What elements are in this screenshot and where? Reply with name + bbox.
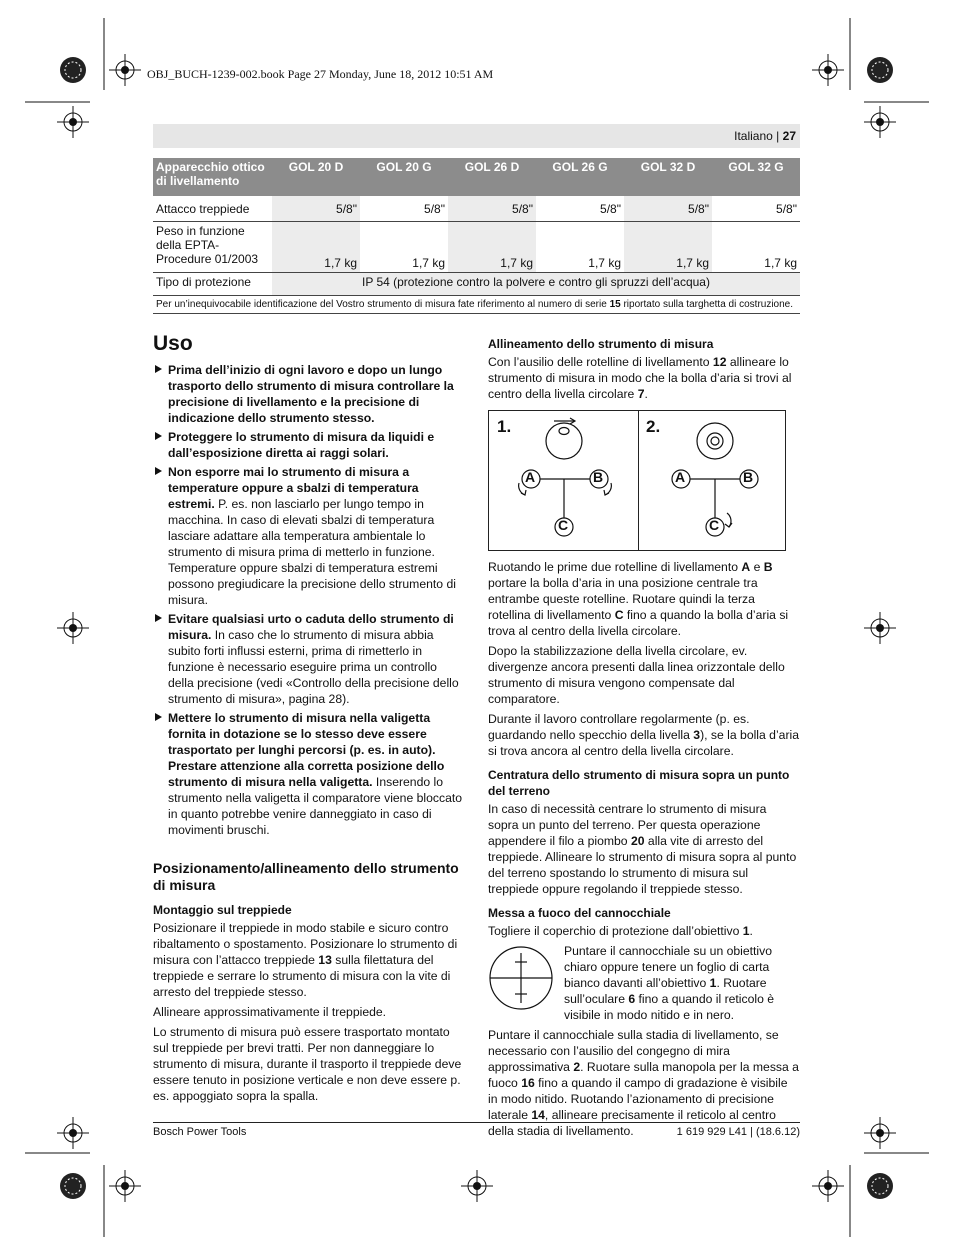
text: fino a quando la bolla d’aria si trova al centro della livella circolare. xyxy=(488,608,789,638)
spec-cell: 1,7 kg xyxy=(448,222,536,273)
ref-letter: A xyxy=(741,560,751,574)
knob-label-c: C xyxy=(558,517,569,533)
spec-note-text: Per un’inequivocabile identificazione del Vostro strumento di misura fate riferimento al numero di serie xyxy=(156,299,610,310)
text: alla vite di arresto del treppiede. Allineare lo strumento di misura sopra al punto del terreno spostando lo strumento di misura sul treppiede oppure regolando il treppiede stesso. xyxy=(488,834,797,896)
bullet-bold: Proteggere lo strumento di misura da liquidi e dall’esposizione diretta ai raggi solari. xyxy=(168,430,435,460)
spec-header-model: GOL 20 G xyxy=(360,158,448,196)
spec-row-label: Tipo di protezione xyxy=(153,273,272,296)
bullet-text: Inserendo lo strumento nella valigetta il comparatore viene bloccato in quanto potrebbe venire danneggiato in caso di movimenti bruschi. xyxy=(168,775,463,837)
text: . xyxy=(644,387,648,401)
paragraph xyxy=(488,354,800,402)
ref-letter: C xyxy=(614,608,624,622)
knob-label-c: C xyxy=(709,517,720,533)
paragraph: Lo strumento di misura può essere trasportato montato sul treppiede per brevi tratti. Per non danneggiare lo strumento di misura, durante il trasporto il treppiede deve essere tenuto in posizione verticale e non deve essere p. es. appoggiato sopra la spalla. xyxy=(153,1025,462,1103)
bullet-bold: Evitare qualsiasi urto o caduta dello strumento di misura. xyxy=(168,612,454,642)
spec-table xyxy=(153,158,800,314)
text: e xyxy=(750,560,764,574)
right-column xyxy=(488,336,800,1143)
spec-cell: 5/8" xyxy=(536,196,624,222)
spec-cell: 5/8" xyxy=(448,196,536,222)
bullet-triangle-icon xyxy=(155,467,162,475)
section-title-uso: Uso xyxy=(153,332,193,355)
knob-label-a: A xyxy=(525,469,536,485)
footer-rule xyxy=(153,1122,800,1123)
spec-header-model: GOL 26 D xyxy=(448,158,536,196)
paragraph: Dopo la stabilizzazione della livella circolare, ev. divergenze ancora presenti dalla linea orizzontale dello strumento di misura vengono compensate dal comparatore. xyxy=(488,644,785,706)
spec-row-tripod xyxy=(153,196,800,222)
paragraph xyxy=(488,559,800,639)
ref-number: 20 xyxy=(630,834,645,848)
text: Posizionare il treppiede in modo stabile e sicuro contro ribaltamento o spostamento. Posizionare lo strumento di misura con l’attacco treppiede xyxy=(153,921,458,967)
text: . Ruotare sull’oculare xyxy=(564,976,767,1006)
spec-note-serial: 15 xyxy=(609,299,621,310)
spec-header-model: GOL 32 G xyxy=(712,158,800,196)
spec-row-label: Attacco treppiede xyxy=(153,196,272,222)
spec-note-row xyxy=(153,296,800,314)
spec-cell: 5/8" xyxy=(272,196,360,222)
reticle-icon xyxy=(488,945,554,1011)
safety-bullet xyxy=(153,362,464,426)
spec-cell: 1,7 kg xyxy=(536,222,624,273)
book-info-line: OBJ_BUCH-1239-002.book Page 27 Monday, June 18, 2012 10:51 AM xyxy=(147,67,494,81)
spec-note xyxy=(153,296,800,314)
safety-bullet xyxy=(153,611,464,707)
safety-bullet xyxy=(153,464,464,608)
text: sulla filettatura del treppiede e serrare lo strumento di misura con la vite di arresto del treppiede stesso. xyxy=(153,953,451,999)
section-title-positioning: Posizionamento/allineamento dello strumento di misura xyxy=(153,860,459,893)
bullet-bold: Non esporre mai lo strumento di misura a temperature oppure a sbalzi di temperatura estremi. xyxy=(168,465,419,511)
knob-label-b: B xyxy=(593,469,604,485)
spec-cell: 1,7 kg xyxy=(272,222,360,273)
bullet-bold: Mettere lo strumento di misura nella valigetta fornita in dotazione se lo stesso deve essere trasportato per lunghi percorsi (p. es. in auto). Prestare attenzione alla corretta posizione dello strumento di misura nella valigetta. xyxy=(168,711,445,789)
left-column xyxy=(153,362,464,1108)
bullet-triangle-icon xyxy=(155,614,162,622)
text: portare la bolla d’aria in una posizione centrale tra entrambe queste rotelline. Ruotare quindi la terza rotellina di livellamento xyxy=(488,576,758,622)
footer-brand: Bosch Power Tools xyxy=(153,1126,247,1138)
ref-number: 2 xyxy=(573,1060,581,1074)
text: Durante il lavoro controllare regolarmente (p. es. guardando nello specchio della livella xyxy=(488,712,750,742)
spec-cell: 5/8" xyxy=(360,196,448,222)
ref-number: 12 xyxy=(712,355,727,369)
knob-label-a: A xyxy=(675,469,686,485)
spec-cell: 5/8" xyxy=(712,196,800,222)
page-header-band xyxy=(153,124,800,148)
text: fino a quando il reticolo è visibile in modo nitido e in nero. xyxy=(564,992,775,1022)
spec-header-model: GOL 20 D xyxy=(272,158,360,196)
paragraph xyxy=(488,711,800,759)
text: Togliere il coperchio di protezione dall’obiettivo xyxy=(488,924,743,938)
ref-number: 1 xyxy=(742,924,750,938)
paragraph: Allineare approssimativamente il treppiede. xyxy=(153,1005,387,1019)
text: . xyxy=(749,924,753,938)
reticle-block xyxy=(488,943,800,1027)
text: allineare lo strumento di misura in modo che la bolla d’aria si trovi al centro della livella circolare xyxy=(488,355,792,401)
spec-note-text: riportato sulla targhetta di costruzione. xyxy=(620,299,794,310)
header-separator: | xyxy=(776,129,780,143)
header-language: Italiano xyxy=(734,129,773,143)
ref-number: 6 xyxy=(628,992,636,1006)
bullet-text: In caso che lo strumento di misura abbia subito forti influssi esterni, prima di rimetterlo in funzione è necessario eseguire prima un controllo della precisione (vedi «Controllo della precisione dello strumento di misura», pagina 28). xyxy=(168,628,459,706)
footer-doc-number: 1 619 929 L41 | (18.6.12) xyxy=(676,1126,800,1138)
ref-number: 1 xyxy=(709,976,717,990)
bullet-text: P. es. non lasciarlo per lungo tempo in macchina. In caso di elevati sbalzi di temperatura lasciare adattare alla temperatura ambientale lo strumento di misura prima di metterlo in funzione. Temperature oppure sbalzi di temperatura estremi possono pregiudicare la precisione dello strumento di misura. xyxy=(168,497,456,607)
paragraph xyxy=(488,923,800,939)
paragraph xyxy=(153,920,464,1000)
bullet-bold: Prima dell’inizio di ogni lavoro e dopo un lungo trasporto dello strumento di misura controllare la precisione di livellamento e la precisione di indicazione dello strumento stesso. xyxy=(168,363,454,425)
spec-row-label: Peso in funzione della EPTA-Procedure 01/2003 xyxy=(153,222,272,273)
bullet-triangle-icon xyxy=(155,432,162,440)
ref-number: 13 xyxy=(318,953,332,967)
spec-cell: 1,7 kg xyxy=(624,222,712,273)
ref-number: 16 xyxy=(521,1076,535,1090)
bullet-triangle-icon xyxy=(155,365,162,373)
ref-number: 3 xyxy=(693,728,701,742)
text: In caso di necessità centrare lo strumento di misura sopra un punto del terreno. Per questa operazione appendere il filo a piombo xyxy=(488,802,767,848)
knob-label-b: B xyxy=(743,469,754,485)
spec-cell: 1,7 kg xyxy=(360,222,448,273)
bullet-triangle-icon xyxy=(155,713,162,721)
text: , allineare precisamente il reticolo al centro della stadia di livellamento. xyxy=(488,1108,776,1138)
figure-step-2-label: 2. xyxy=(646,417,661,436)
text: . Ruotare sulla manopola per la messa a fuoco xyxy=(488,1060,799,1090)
subsection-title-centering: Centratura dello strumento di misura sopra un punto del terreno xyxy=(488,768,790,798)
spec-cell: 1,7 kg xyxy=(712,222,800,273)
figure-step-1-label: 1. xyxy=(497,417,512,436)
spec-protection-value: IP 54 (protezione contro la polvere e contro gli spruzzi dell’acqua) xyxy=(272,273,800,296)
subsection-title-focus: Messa a fuoco del cannocchiale xyxy=(488,906,671,920)
ref-number: 14 xyxy=(531,1108,545,1122)
paragraph xyxy=(488,801,800,897)
safety-bullet xyxy=(153,710,464,838)
subsection-title-alignment: Allineamento dello strumento di misura xyxy=(488,337,714,351)
text: Ruotando le prime due rotelline di livellamento xyxy=(488,560,742,574)
spec-row-protection xyxy=(153,273,800,296)
spec-header-model: GOL 26 G xyxy=(536,158,624,196)
text: fino a quando il campo di gradazione è visibile in modo nitido. Ruotando l’azionamento di precisione laterale xyxy=(488,1076,788,1122)
page-header xyxy=(734,129,796,143)
spec-header-row xyxy=(153,158,800,196)
safety-bullet xyxy=(153,429,464,461)
spec-header-model: GOL 32 D xyxy=(624,158,712,196)
text: Puntare il cannocchiale sulla stadia di livellamento, se necessario con l’ausilio del congegno di mira approssimativa xyxy=(488,1028,779,1074)
text: ), se la bolla d’aria si trova ancora al centro della livella circolare. xyxy=(488,728,799,758)
ref-letter: B xyxy=(763,560,773,574)
ref-number: 7 xyxy=(637,387,645,401)
spec-cell: 5/8" xyxy=(624,196,712,222)
spec-row-weight xyxy=(153,222,800,273)
text: Con l’ausilio delle rotelline di livellamento xyxy=(488,355,713,369)
header-page-number: 27 xyxy=(782,129,796,143)
subsection-title-tripod: Montaggio sul treppiede xyxy=(153,903,292,917)
text: Puntare il cannocchiale su un obiettivo chiaro oppure tenere un foglio di carta bianco davanti all’obiettivo xyxy=(564,944,772,990)
leveling-figure xyxy=(488,410,786,551)
spec-header-label: Apparecchio ottico di livellamento xyxy=(153,158,272,196)
